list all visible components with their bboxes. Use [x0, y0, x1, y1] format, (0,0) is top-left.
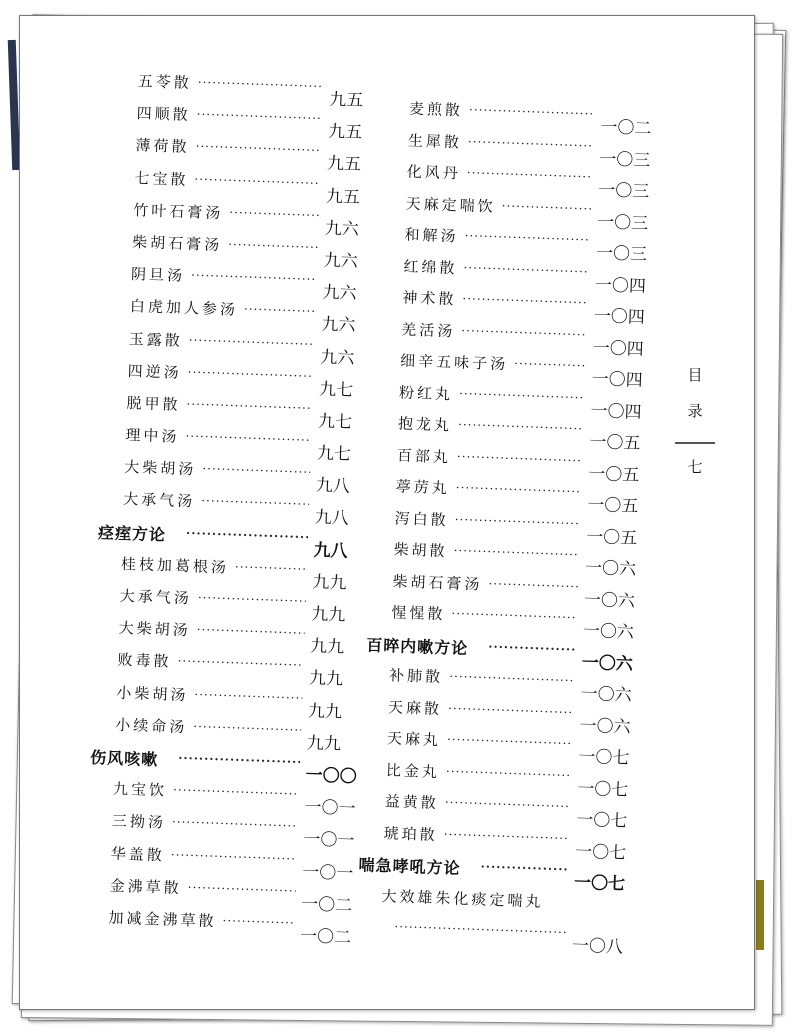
- entry-page-number: 一〇一: [303, 829, 355, 852]
- entry-title: 小续命汤: [115, 715, 188, 737]
- leader-dots: [514, 353, 587, 373]
- leader-dots: [196, 104, 323, 125]
- leader-dots: [196, 620, 305, 641]
- entry-page-number: 一〇七: [573, 872, 626, 895]
- leader-dots: [464, 226, 591, 247]
- leader-dots: [244, 299, 317, 319]
- running-header: [675, 364, 715, 477]
- entry-title: 五苓散: [137, 72, 193, 93]
- entry-title: 和解汤: [404, 225, 459, 246]
- entry-page-number: 一〇四: [593, 306, 646, 328]
- leader-dots: [177, 651, 304, 672]
- leader-dots: [187, 362, 314, 383]
- entry-page-number: 九九: [309, 636, 345, 658]
- entry-page-number: 一〇五: [588, 463, 640, 486]
- entry-page-number: 九五: [327, 122, 363, 144]
- entry-page-number: 一〇一: [301, 861, 354, 884]
- entry-title: 琥珀散: [383, 823, 439, 844]
- entry-page-number: 一〇七: [574, 841, 627, 864]
- entry-page-number: 九七: [318, 379, 354, 401]
- entry-page-number: 一〇六: [581, 652, 634, 675]
- entry-title: 羌活汤: [400, 320, 456, 340]
- entry-page-number: 一〇七: [577, 778, 629, 801]
- entry-title: 化风丹: [406, 162, 462, 183]
- leader-dots: [222, 911, 295, 931]
- entry-title: 葶苈丸: [395, 477, 451, 498]
- entry-page-number: 九九: [308, 668, 344, 691]
- leader-dots: [171, 844, 298, 865]
- entry-title: 脱甲散: [126, 393, 181, 414]
- entry-title: 粉红丸: [398, 382, 454, 403]
- entry-page-number: 一〇四: [594, 274, 647, 297]
- leader-dots: [488, 573, 579, 593]
- leader-dots: [193, 716, 302, 737]
- leader-dots: [448, 698, 575, 719]
- entry-title: 华盖散: [110, 844, 166, 865]
- entry-page-number: 一〇四: [592, 337, 645, 360]
- divider: [675, 442, 715, 444]
- leader-dots: [463, 257, 590, 278]
- leader-dots: [458, 415, 585, 436]
- leader-dots: [459, 383, 586, 404]
- entry-page-number: 一〇七: [578, 746, 630, 769]
- leader-dots: [186, 394, 313, 415]
- entry-page-number: 一〇三: [595, 243, 648, 266]
- entry-page-number: 一〇六: [582, 621, 635, 643]
- entry-page-number: 九五: [326, 154, 362, 176]
- entry-page-number: 九六: [322, 282, 357, 305]
- leader-dots: [453, 540, 580, 561]
- entry-title: 麦煎散: [408, 99, 464, 120]
- leader-dots: [445, 792, 572, 813]
- leader-dots: [198, 72, 325, 93]
- entry-title: 百部丸: [396, 445, 452, 466]
- entry-title: 柴胡石膏汤: [131, 232, 223, 255]
- entry-title: 伤风咳嗽: [89, 747, 159, 770]
- entry-page-number: 一〇三: [597, 180, 650, 203]
- entry-page-number: 一〇六: [580, 683, 632, 706]
- leader-dots: [172, 812, 299, 833]
- entry-title: 败毒散: [117, 651, 172, 672]
- entry-title: 大承气汤: [122, 490, 196, 511]
- leader-dots: [189, 330, 316, 351]
- leader-dots: [201, 491, 310, 512]
- entry-page-number: 九九: [307, 701, 343, 723]
- leader-dots: [194, 169, 321, 190]
- leader-dots: [235, 557, 308, 577]
- leader-dots: [447, 729, 574, 750]
- leader-dots: [229, 202, 320, 222]
- entry-page-number: 一〇六: [579, 715, 631, 738]
- leader-dots: [480, 857, 569, 877]
- entry-title: 天麻定喘饮: [405, 194, 496, 216]
- entry-title: 金沸草散: [109, 876, 183, 897]
- entry-title: 喘急哮吼方论: [358, 855, 461, 878]
- leader-dots: [446, 761, 573, 782]
- entry-page-number: 一〇二: [600, 117, 652, 140]
- entry-title: 四顺散: [136, 104, 191, 125]
- leader-dots: [191, 265, 318, 286]
- entry-title: 大承气汤: [119, 586, 193, 608]
- entry-page-number: 九九: [312, 572, 347, 594]
- entry-page-number: 九八: [313, 540, 348, 562]
- section-title-char: 录: [687, 402, 703, 420]
- leader-dots: [456, 478, 583, 499]
- entry-page-number: 九九: [306, 733, 342, 755]
- entry-page-number: 九七: [316, 443, 352, 465]
- toc-page: [19, 15, 755, 1010]
- entry-page-number: 一〇二: [300, 894, 353, 916]
- leader-dots: [457, 446, 584, 467]
- entry-page-number: 九五: [325, 186, 361, 208]
- leader-dots: [178, 748, 301, 769]
- entry-title: 泻白散: [394, 508, 450, 529]
- entry-title: 三拗汤: [111, 812, 167, 832]
- entry-title: 小柴胡汤: [116, 683, 189, 704]
- entry-page-number: 九七: [317, 411, 353, 433]
- entry-page-number: 一〇六: [583, 589, 636, 612]
- leader-dots: [194, 684, 303, 705]
- entry-page-number: 一〇五: [585, 526, 638, 549]
- entry-title: 柴胡石膏汤: [392, 571, 483, 593]
- entry-title: 理中汤: [125, 426, 180, 446]
- leader-dots: [467, 163, 594, 184]
- leader-dots: [202, 459, 311, 480]
- entry-title: 比金丸: [385, 760, 441, 781]
- leader-dots: [228, 234, 319, 254]
- entry-page-number: 一〇八: [571, 935, 624, 958]
- entry-page-number: 九六: [319, 347, 355, 369]
- leader-dots: [185, 426, 312, 447]
- book-cover-edge: [756, 880, 764, 950]
- entry-page-number: 九六: [323, 250, 358, 272]
- entry-title: 细辛五味子汤: [399, 351, 509, 374]
- leader-dots: [451, 603, 578, 624]
- entry-page-number: 一〇二: [299, 926, 352, 948]
- entry-title: 大效雄朱化痰定喘丸: [381, 886, 544, 911]
- entry-title: 惺惺散: [391, 603, 446, 624]
- entry-page-number: 一〇四: [590, 400, 642, 423]
- entry-page-number: 九五: [328, 89, 364, 112]
- entry-title: 阴旦汤: [130, 265, 186, 286]
- toc-right-column: [358, 98, 660, 958]
- entry-page-number: 一〇七: [575, 809, 628, 832]
- entry-title: 九宝饮: [112, 779, 168, 800]
- entry-title: 加减金沸草散: [108, 908, 217, 931]
- entry-page-number: 一〇三: [596, 211, 649, 234]
- leader-dots: [449, 666, 576, 687]
- entry-title: 痉痓方论: [97, 522, 167, 545]
- entry-title: 抱龙丸: [397, 414, 453, 435]
- entry-title: 天麻丸: [386, 729, 442, 750]
- leader-dots: [488, 636, 577, 656]
- leader-dots: [186, 523, 309, 544]
- entry-page-number: 一〇〇: [305, 765, 357, 788]
- entry-page-number: 一〇四: [591, 369, 643, 391]
- section-title-char: 目: [687, 366, 703, 384]
- entry-title: 生犀散: [407, 131, 463, 151]
- entry-title: 百晬内嗽方论: [365, 634, 469, 658]
- entry-page-number: 一〇五: [586, 495, 639, 517]
- entry-title: 竹叶石膏汤: [132, 200, 224, 222]
- leader-dots: [501, 195, 592, 215]
- entry-title: 益黄散: [384, 792, 440, 813]
- entry-page-number: 一〇六: [584, 558, 637, 580]
- entry-page-number: 九八: [314, 508, 349, 530]
- toc-left-column: [89, 70, 388, 948]
- leader-dots: [173, 780, 300, 801]
- leader-dots: [198, 588, 307, 609]
- entry-page-number: 九六: [321, 315, 356, 337]
- entry-title: 桂枝加葛根汤: [120, 554, 230, 577]
- leader-dots: [187, 877, 296, 898]
- entry-page-number: 九九: [310, 604, 346, 626]
- entry-page-number: 一〇一: [304, 797, 356, 820]
- entry-title: 玉露散: [128, 329, 184, 350]
- entry-title: 薄荷散: [135, 136, 190, 157]
- leader-dots: [454, 509, 581, 530]
- entry-page-number: 九六: [324, 218, 360, 240]
- entry-page-number: 一〇三: [599, 148, 651, 171]
- entry-title: 神术散: [402, 288, 457, 309]
- entry-title: 补肺散: [388, 666, 444, 687]
- entry-title: 四逆汤: [127, 361, 182, 382]
- leader-dots: [443, 824, 570, 845]
- entry-title: 七宝散: [134, 168, 189, 189]
- entry-title: 红绵散: [403, 257, 458, 277]
- leader-dots: [469, 100, 596, 121]
- leader-dots: [195, 137, 322, 158]
- entry-title: 柴胡散: [393, 540, 448, 561]
- entry-title: 白虎加人参汤: [129, 297, 239, 320]
- entry-page-number: [574, 891, 632, 901]
- leader-dots: [462, 289, 589, 310]
- leader-dots: [461, 320, 588, 341]
- toc-content: [0, 16, 754, 1034]
- entry-title: 天麻散: [387, 697, 443, 718]
- entry-page-number: 一〇五: [589, 432, 641, 454]
- entry-title: 大柴胡汤: [118, 619, 191, 640]
- page-number: 七: [687, 458, 703, 476]
- leader-dots: [468, 131, 595, 152]
- entry-page-number: 九八: [315, 475, 351, 498]
- entry-title: 大柴胡汤: [124, 458, 197, 479]
